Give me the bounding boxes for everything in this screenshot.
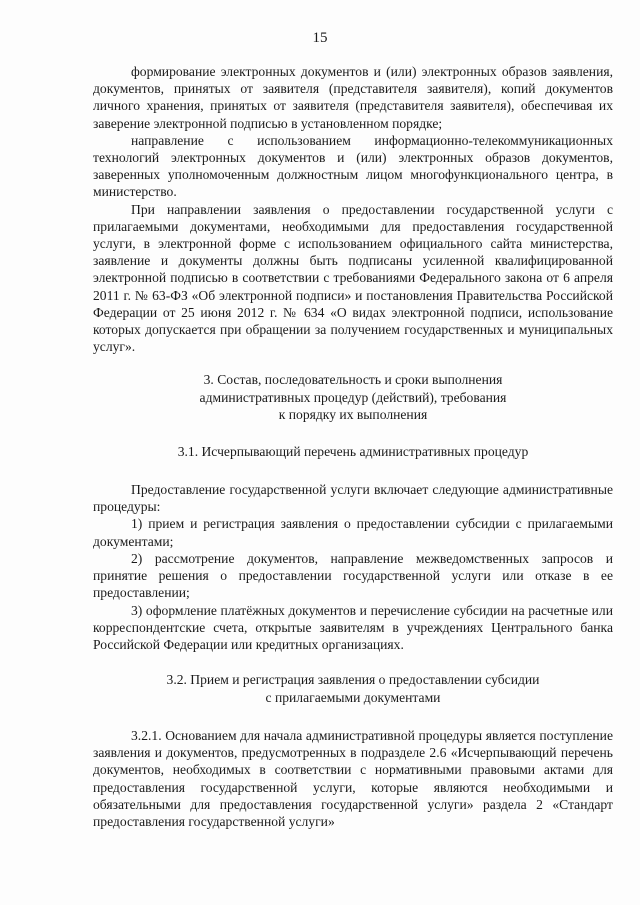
- section-3-2-heading-line-2: с прилагаемыми документами: [265, 689, 441, 705]
- page-content: [93, 63, 613, 830]
- page-number: 15: [312, 30, 328, 46]
- procedure-item-1: 1) прием и регистрация заявления о предоставлении субсидии с прилагаемыми документами;: [93, 516, 613, 549]
- procedure-item-2: 2) рассмотрение документов, направление межведомственных запросов и принятие решения о предоставлении государственной услуги или отказе в ее предоставлении;: [93, 550, 613, 601]
- section-3-2-heading: [93, 671, 613, 706]
- section-3-2-heading-line-1: 3.2. Прием и регистрация заявления о предоставлении субсидии: [166, 672, 540, 688]
- section-3-heading-line-3: к порядку их выполнения: [278, 407, 428, 423]
- section-3-heading-line-2: административных процедур (действий), требования: [199, 389, 507, 405]
- procedure-item-3: 3) оформление платёжных документов и перечисление субсидии на расчетные или корреспондентские счета, открытые заявителям в учреждениях Центрального банка Российской Федерации или кредитных организациях.: [93, 602, 613, 652]
- section-3-heading: [93, 371, 613, 423]
- section-3-2-1-paragraph: 3.2.1. Основанием для начала административной процедуры является поступление заявления и документов, предусмотренных в подразделе 2.6 «Исчерпывающий перечень документов, необходимых в соответствии с нормативными правовыми актами для предоставления государственной услуги, которые являются необходимыми и обязательными для предоставления государственной услуги» раздела 2 «Стандарт предоставления государственной услуги»: [93, 727, 613, 829]
- section-3-1-heading: 3.1. Исчерпывающий перечень административных процедур: [177, 443, 529, 459]
- section-3-1-intro: Предоставление государственной услуги включает следующие административные процедуры:: [93, 482, 613, 515]
- intro-paragraph-1: формирование электронных документов и (или) электронных образов заявления, документов, принятых от заявителя (представителя заявителя), копий документов личного хранения, принятых от заявителя (представителя заявителя), обеспечивая их заверение электронной подписью в установленном порядке;: [93, 64, 613, 131]
- intro-paragraph-3: При направлении заявления о предоставлении государственной услуги с прилагаемыми документами, необходимыми для предоставления государственной услуги, в электронной форме с использованием официального сайта министерства, заявление и документы должны быть подписаны усиленной квалифицированной электронной подписью в соответствии с требованиями Федерального закона от 6 апреля 2011 г. № 63-ФЗ «Об электронной подписи» и постановления Правительства Российской Федерации от 25 июня 2012 г. № 634 «О видах электронной подписи, использование которых допускается при обращении за получением государственных и муниципальных услуг».: [93, 201, 613, 355]
- section-3-heading-line-1: 3. Состав, последовательность и сроки выполнения: [203, 372, 503, 388]
- intro-paragraph-2: направление с использованием информационно-телекоммуникационных технологий электронных документов и (или) электронных образов документов, заверенных уполномоченным должностным лицом многофункционального центра, в министерство.: [93, 132, 613, 200]
